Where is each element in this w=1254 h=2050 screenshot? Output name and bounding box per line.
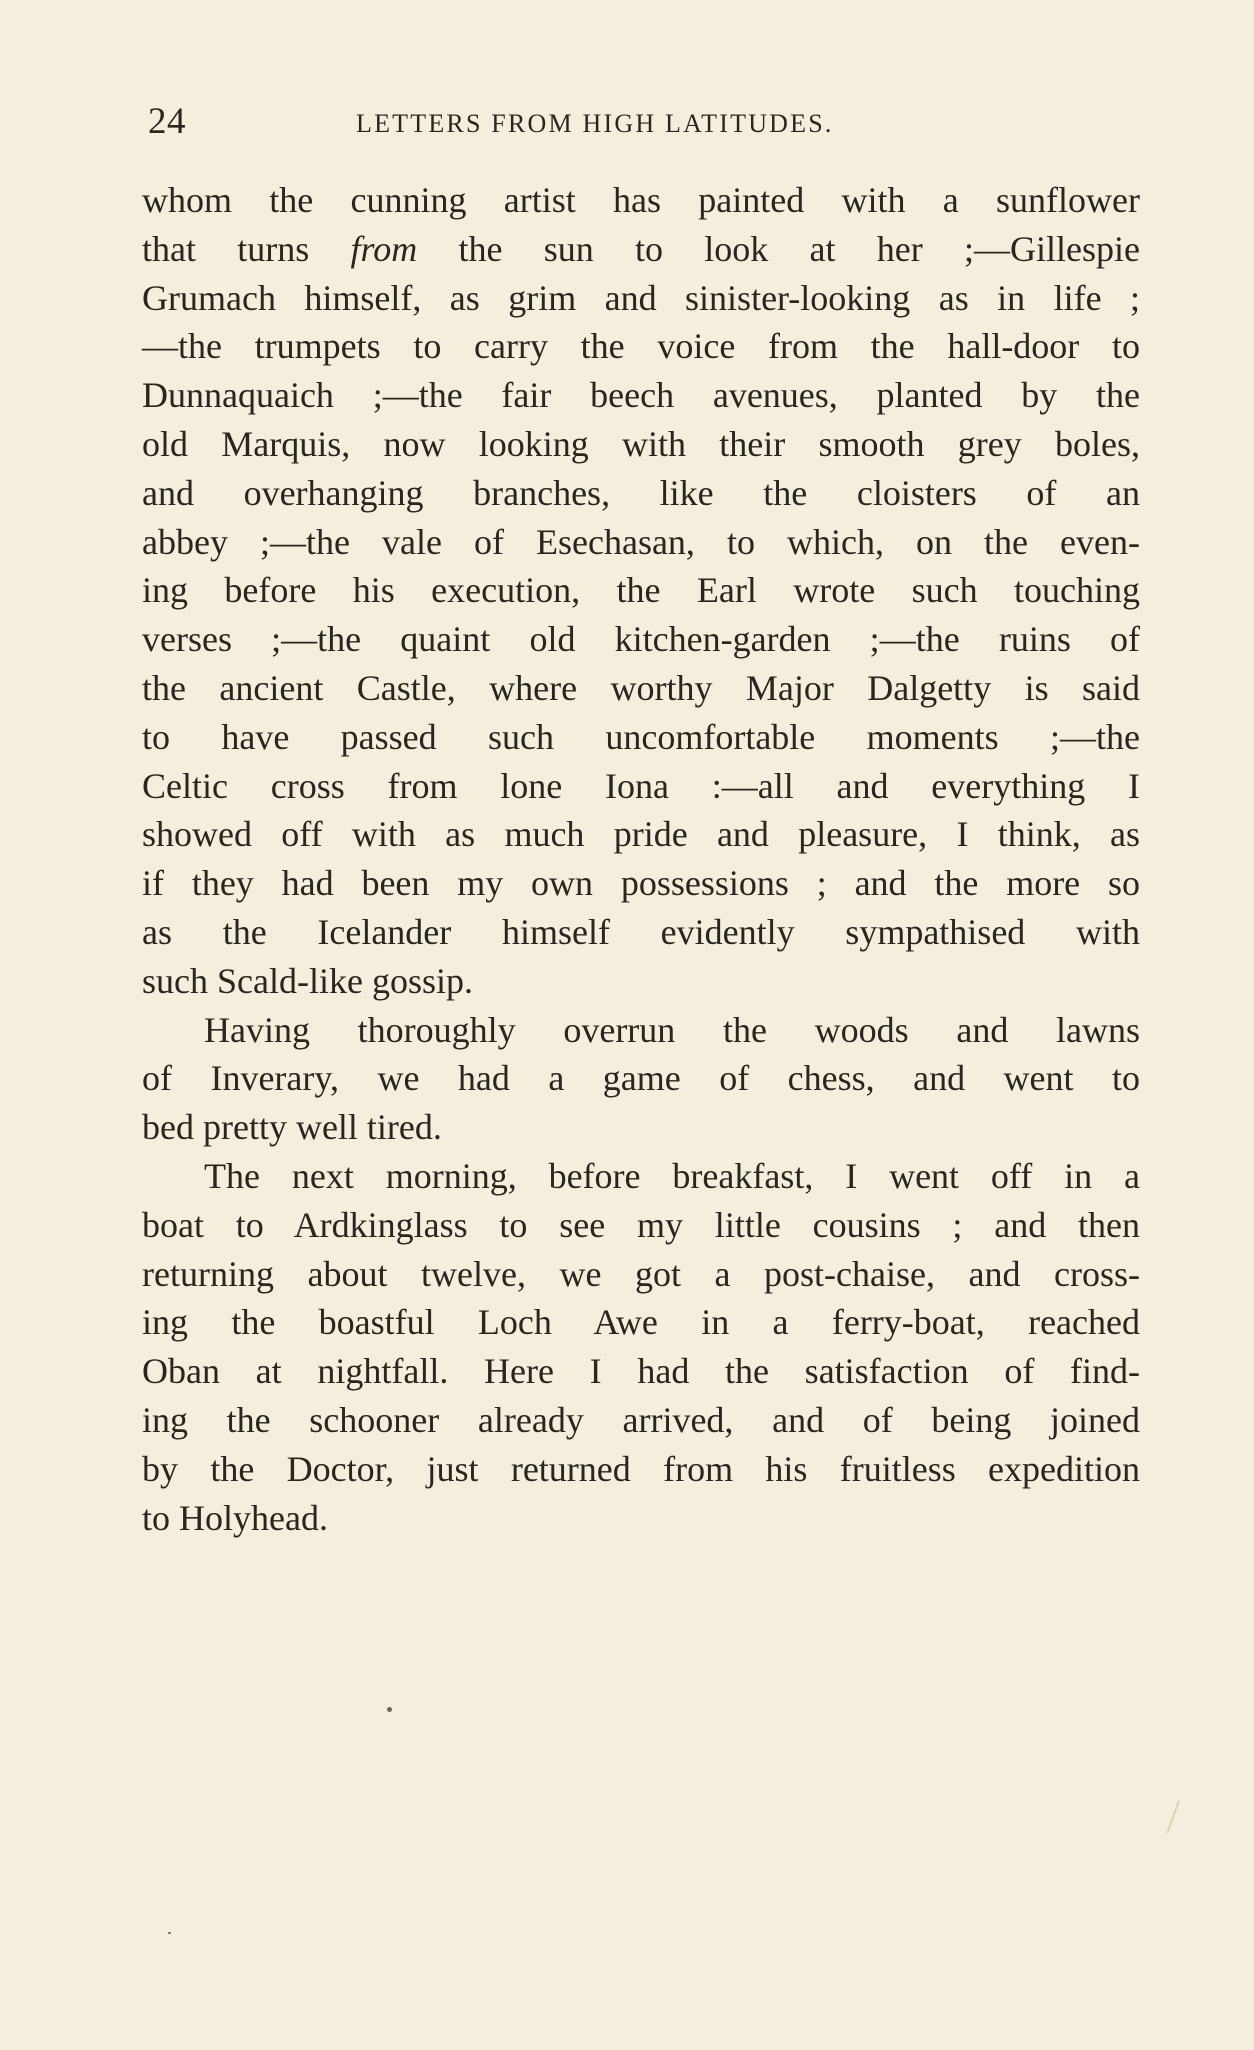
paper-speck [168, 1932, 171, 1934]
text-line: Having thoroughly overrun the woods and lawns [204, 1009, 1140, 1050]
text-line: whom the cunning artist has painted with a sunflower [142, 180, 1140, 220]
text-line: by the Doctor, just returned from his fruitless expedition [142, 1448, 1140, 1489]
running-head: LETTERS FROM HIGH LATITUDES. [356, 109, 834, 138]
text-line: such Scald-like gossip. [142, 960, 473, 1001]
text-line: Grumach himself, as grim and sinister-looking as in life ; [142, 277, 1140, 318]
text-line: old Marquis, now looking with their smooth grey boles, [142, 423, 1140, 464]
text-line: and overhanging branches, like the cloisters of an [142, 472, 1140, 513]
text-line: the ancient Castle, where worthy Major Dalgetty is said [142, 667, 1140, 708]
text-line: —the trumpets to carry the voice from the hall-door to [142, 326, 1140, 367]
text-line: bed pretty well tired. [142, 1107, 442, 1148]
page-number: 24 [148, 101, 186, 142]
paper-speck [387, 1707, 392, 1712]
text-line: that turns from the sun to look at her ;—Gillespie [142, 228, 1141, 269]
text-line: verses ;—the quaint old kitchen-garden ;—the ruins of [142, 619, 1140, 660]
text-line: Dunnaquaich ;—the fair beech avenues, planted by the [142, 375, 1140, 416]
text-line: to have passed such uncomfortable moments ;—the [142, 716, 1140, 757]
text-line: ing the boastful Loch Awe in a ferry-boat, reached [142, 1302, 1140, 1343]
italic-word: from [350, 228, 418, 269]
text-line: boat to Ardkinglass to see my little cousins ; and then [142, 1204, 1140, 1245]
page-header [148, 100, 1148, 144]
text-line: showed off with as much pride and pleasure, I think, as [142, 814, 1140, 855]
text-line: Oban at nightfall. Here I had the satisfaction of find- [142, 1351, 1140, 1392]
text-line: to Holyhead. [142, 1497, 328, 1538]
text-line: of Inverary, we had a game of chess, and went to [142, 1058, 1140, 1099]
text-line: returning about twelve, we got a post-chaise, and cross- [142, 1253, 1140, 1294]
text-line: Celtic cross from lone Iona :—all and everything I [142, 765, 1140, 806]
text-line: ing before his execution, the Earl wrote such touching [142, 570, 1140, 611]
paper-mark [1166, 1801, 1180, 1834]
text-line: as the Icelander himself evidently sympathised with [142, 911, 1140, 952]
text-line: if they had been my own possessions ; and the more so [142, 863, 1140, 904]
text-line: The next morning, before breakfast, I went off in a [204, 1155, 1140, 1196]
body-text [142, 176, 1140, 1542]
text-line: abbey ;—the vale of Esechasan, to which, on the even- [142, 521, 1140, 562]
text-line: ing the schooner already arrived, and of being joined [142, 1399, 1140, 1440]
